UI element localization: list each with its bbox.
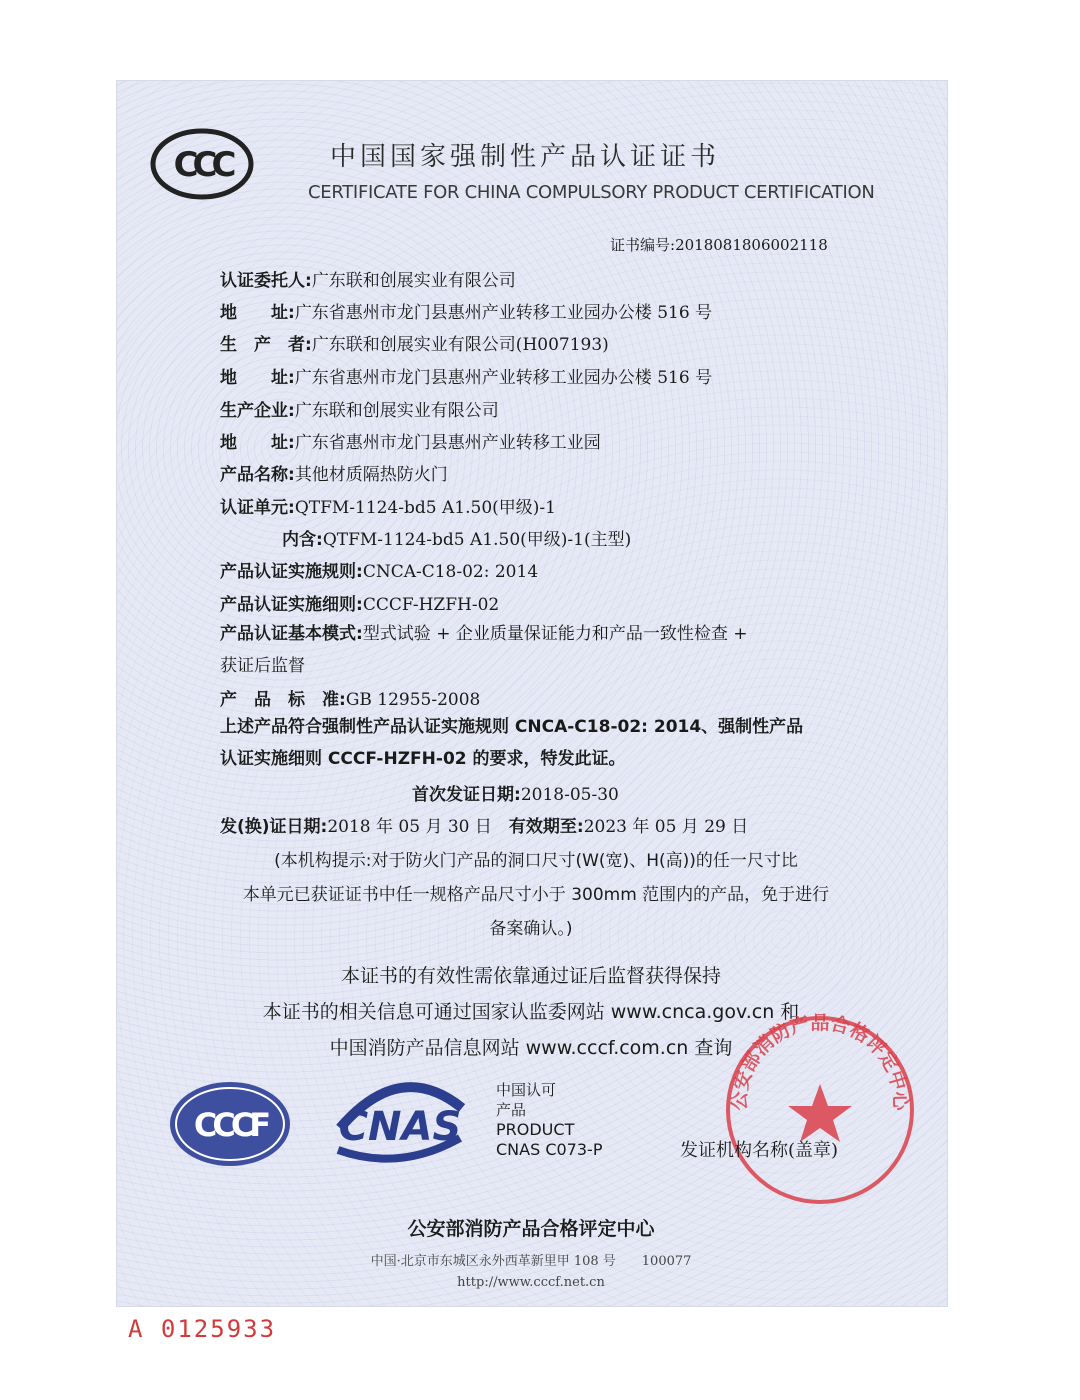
svg-text:CCCF: CCCF [193, 1106, 267, 1144]
svg-text:公安部消防产品合格评定中心: 公安部消防产品合格评定中心 [728, 1011, 912, 1111]
footer-url: http://www.cccf.net.cn [457, 1275, 605, 1290]
cnas-logo [330, 1068, 470, 1168]
svg-text:CNAS: CNAS [338, 1104, 462, 1150]
first-issue-date: 首次发证日期:2018-05-30 [412, 785, 619, 805]
issue-and-valid-date: 发(换)证日期:2018 年 05 月 30 日 有效期至:2023 年 05 月 29 日 [220, 817, 749, 837]
field-manufacturer-address: 地 址:广东省惠州市龙门县惠州产业转移工业园办公楼 516 号 [220, 368, 713, 388]
certificate-number [610, 234, 828, 255]
field-detailed-rules: 产品认证实施细则:CCCF-HZFH-02 [220, 595, 500, 615]
official-seal [720, 1010, 920, 1210]
conformity-statement: 上述产品符合强制性产品认证实施规则 CNCA-C18-02: 2014、强制性产品 认证实施细则 CCCF-HZFH-02 的要求，特发此证。 [220, 717, 804, 769]
field-cert-unit: 认证单元:QTFM-1124-bd5 A1.50(甲级)-1 [220, 498, 556, 518]
field-rules: 产品认证实施规则:CNCA-C18-02: 2014 [220, 562, 539, 582]
field-standard: 产 品 标 准:GB 12955-2008 [220, 690, 481, 710]
svg-text:CCC: CCC [173, 145, 231, 185]
field-product-name: 产品名称:其他材质隔热防火门 [220, 465, 448, 485]
footer-address: 中国·北京市东城区永外西革新里甲 108 号 100077 [370, 1254, 692, 1269]
cccf-logo [168, 1080, 292, 1168]
ccc-logo [150, 128, 254, 200]
field-applicant-address: 地 址:广东省惠州市龙门县惠州产业转移工业园办公楼 516 号 [220, 303, 713, 323]
field-factory: 生产企业:广东联和创展实业有限公司 [220, 401, 499, 421]
issuer-label: 发证机构名称(盖章) [680, 1140, 839, 1161]
footer-org: 公安部消防产品合格评定中心 [407, 1218, 655, 1240]
cert-no-label: 证书编号: [610, 236, 676, 254]
cert-no-value: 2018081806002118 [675, 236, 828, 254]
office-notice: (本机构提示:对于防火门产品的洞口尺寸(W(宽)、H(高))的任一尺寸比 本单元已获证证书中任一规格产品尺寸小于 300mm 范围内的产品，免于进行 备案确认。) [242, 851, 830, 939]
cnas-accreditation-text: 中国认可 产品 PRODUCT CNAS C073-P [496, 1081, 603, 1159]
certificate-title-cn: 中国国家强制性产品认证证书 [330, 142, 721, 172]
field-manufacturer: 生 产 者:广东联和创展实业有限公司(H007193) [220, 335, 609, 355]
certificate-title-en: CERTIFICATE FOR CHINA COMPULSORY PRODUCT CERTIFICATION [308, 182, 875, 203]
field-certification-mode: 产品认证基本模式:型式试验 + 企业质量保证能力和产品一致性检查 + 获证后监督 [220, 624, 748, 676]
serial-number: A 0125933 [128, 1315, 277, 1343]
validity-info: 本证书的有效性需依靠通过证后监督获得保持 本证书的相关信息可通过国家认监委网站 www.cnca.gov.cn 和 中国消防产品信息网站 www.cccf.com.cn 查询 [262, 965, 800, 1059]
field-applicant: 认证委托人:广东联和创展实业有限公司 [220, 271, 516, 291]
field-contains: 内含:QTFM-1124-bd5 A1.50(甲级)-1(主型) [282, 530, 632, 550]
field-factory-address: 地 址:广东省惠州市龙门县惠州产业转移工业园 [220, 433, 601, 453]
